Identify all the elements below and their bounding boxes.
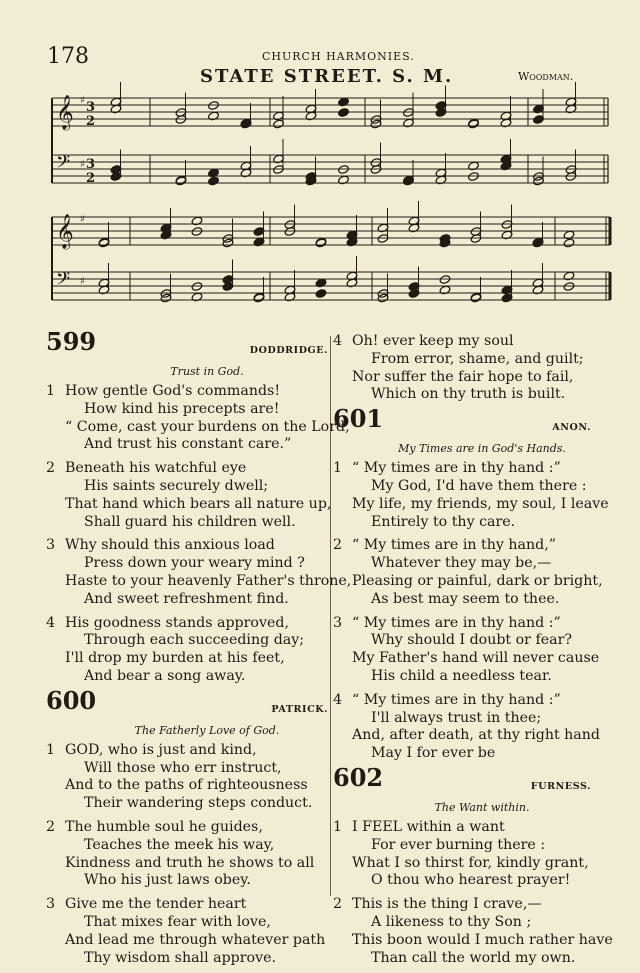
stanza: 2 Beneath his watchful eye His saints securely dwell; That hand which bears all nature up, Shall guard his children well. <box>46 460 332 530</box>
stanza: 1 I FEEL within a want For ever burning there : What I so thirst for, kindly grant, O thou who hearest prayer! <box>333 818 589 889</box>
hymn-author: PATRICK. <box>271 703 328 715</box>
note-head <box>338 165 350 175</box>
bass-clef-icon: 𝄢 <box>56 269 71 294</box>
stanza: 4 “ My times are in thy hand :” I'll always trust in thee; And, after death, at thy right hand May I for ever be <box>333 691 600 762</box>
hymn-602 <box>333 762 613 967</box>
hymn-author: DODDRIDGE. <box>249 345 328 356</box>
stanza: 3 “ My times are in thy hand :” Why should I doubt or fear? My Father's hand will never cause His child a needless tear. <box>333 614 600 684</box>
stanza: 1 “ My times are in thy hand :” My God, I'd have them there : My life, my friends, my soul, I leave Entirely to thy care. <box>333 460 609 530</box>
running-head: CHURCH HARMONIES. <box>262 50 415 63</box>
hymn-601 <box>333 404 609 763</box>
hymn-subtitle: Trust in God. <box>170 365 244 378</box>
hymn-number: 599 <box>46 327 97 356</box>
hymn-number: 600 <box>46 685 97 715</box>
time-signature-icon: 2 <box>86 171 96 186</box>
key-signature-sharp-icon: ♯ <box>80 276 85 287</box>
hymn-subtitle: The Fatherly Love of God. <box>134 723 280 737</box>
key-signature-sharp-icon: ♯ <box>80 159 85 170</box>
note-head <box>563 282 575 292</box>
treble-clef-icon: 𝄞 <box>56 95 74 130</box>
left-column <box>46 327 352 973</box>
stanza: 2 This is the thing I crave,— A likeness to thy Son ; This boon would I much rather have Than call the world my own. <box>333 896 613 966</box>
time-signature-icon: 2 <box>86 114 96 129</box>
note-head <box>563 238 575 248</box>
note-head <box>191 282 203 292</box>
note-head <box>191 227 203 237</box>
note-head <box>439 275 451 285</box>
music-score <box>0 0 640 330</box>
hymn-599 <box>46 327 352 686</box>
stanza: 1 How gentle God's commands! How kind his precepts are! “ Come, cast your burdens on the Lord, And trust his constant care.” <box>46 383 350 453</box>
bass-clef-icon: 𝄢 <box>56 152 71 177</box>
key-signature-sharp-icon: ♯ <box>80 214 85 225</box>
page-number: 178 <box>47 44 89 69</box>
treble-clef-icon: 𝄞 <box>56 214 74 249</box>
time-signature-icon: 3 <box>86 100 96 115</box>
stanza: 1 GOD, who is just and kind, Will those who err instruct, And to the paths of righteousness Their wandering steps conduct. <box>46 741 313 812</box>
stanza: 2 “ My times are in thy hand,” Whatever they may be,— Pleasing or painful, dark or bright, As best may seem to thee. <box>333 537 603 607</box>
stanza: 2 The humble soul he guides, Teaches the meek his way, Kindness and truth he shows to all Who his just laws obey. <box>46 818 315 889</box>
hymn-author: FURNESS. <box>530 780 591 792</box>
hymn-author: ANON. <box>552 422 591 434</box>
stanza: 3 Why should this anxious load Press down your weary mind ? Haste to your heavenly Father's throne, And sweet refreshment find. <box>46 537 352 607</box>
note-head <box>208 101 220 111</box>
hymn-number: 602 <box>333 762 384 792</box>
hymn-600 <box>46 685 328 968</box>
right-column <box>333 333 613 973</box>
time-signature-icon: 3 <box>86 157 96 172</box>
key-signature-sharp-icon: ♯ <box>80 95 85 106</box>
tune-composer: Woodman. <box>518 70 574 83</box>
stanza: 3 Give me the tender heart That mixes fear with love, And lead me through whatever path Thy wisdom shall approve. <box>46 896 326 966</box>
stanza: 4 His goodness stands approved, Through each succeeding day; I'll drop my burden at his feet, And bear a song away. <box>46 614 305 684</box>
hymn-599-continued <box>333 333 591 404</box>
hymn-subtitle: The Want within. <box>434 800 530 814</box>
note-head <box>338 108 350 118</box>
hymn-number: 601 <box>333 404 384 434</box>
stanza: 4 Oh! ever keep my soul From error, shame, and guilt; Nor suffer the fair hope to fail, Which on thy truth is built. <box>333 333 584 403</box>
note-head <box>208 176 220 186</box>
hymn-subtitle: My Times are in God's Hands. <box>398 442 566 456</box>
note-head <box>315 289 327 299</box>
tune-title: STATE STREET. S. M. <box>200 66 454 87</box>
note-head <box>468 172 480 182</box>
